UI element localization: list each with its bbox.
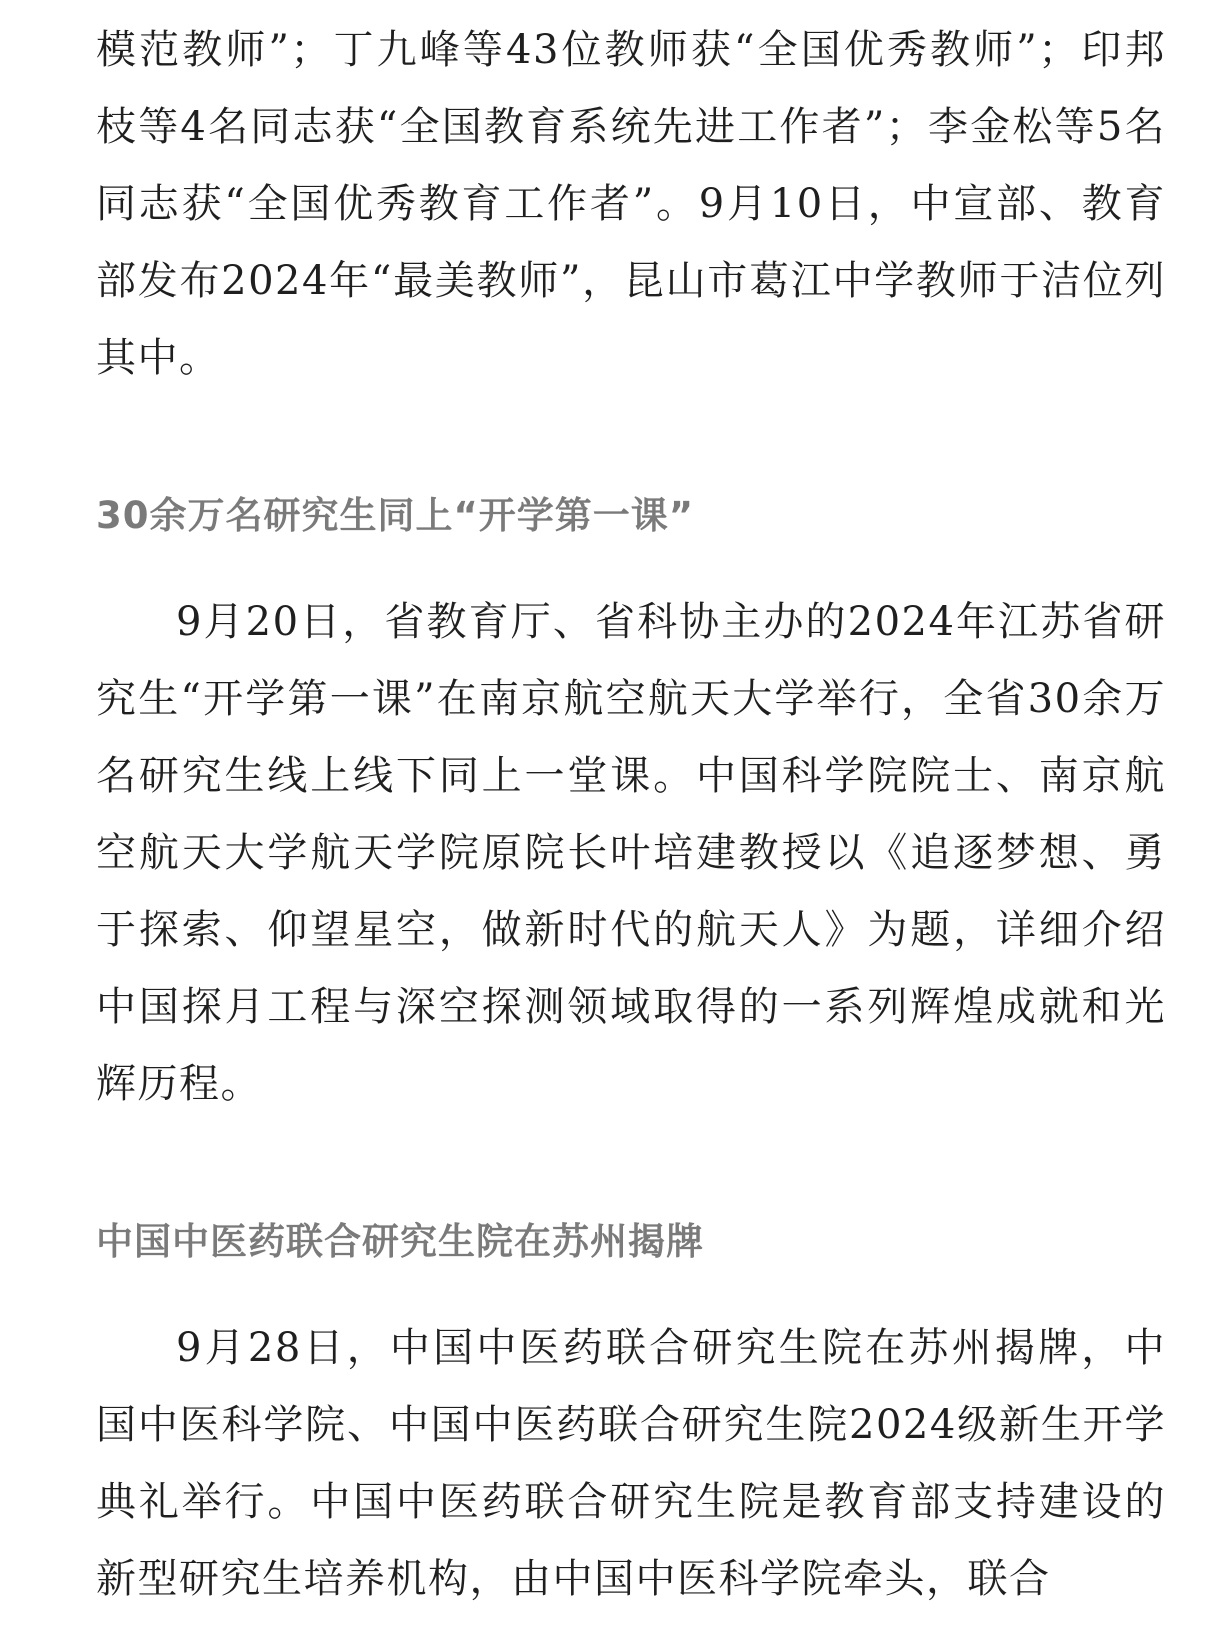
spacer	[96, 1123, 1166, 1203]
spacer	[96, 554, 1166, 584]
spacer	[96, 1280, 1166, 1310]
paragraph-teacher-awards: 模范教师”；丁九峰等43位教师获“全国优秀教师”；印邦枝等4名同志获“全国教育系统先进工作者”；李金松等5名同志获“全国优秀教育工作者”。9月10日，中宣部、教育部发布2024年“最美教师”，昆山市葛江中学教师于洁位列其中。	[96, 27, 1166, 381]
spacer	[96, 397, 1166, 477]
document-page	[96, 12, 1166, 1618]
paragraph-first-lesson: 9月20日，省教育厅、省科协主办的2024年江苏省研究生“开学第一课”在南京航空航天大学举行，全省30余万名研究生线上线下同上一堂课。中国科学院院士、南京航空航天大学航天学院原院长叶培建教授以《追逐梦想、勇于探索、仰望星空，做新时代的航天人》为题，详细介绍中国探月工程与深空探测领域取得的一系列辉煌成就和光辉历程。	[96, 599, 1166, 1107]
section-heading-first-lesson: 30余万名研究生同上“开学第一课”	[96, 494, 695, 537]
paragraph-tcm-graduate-school: 9月28日，中国中医药联合研究生院在苏州揭牌，中国中医科学院、中国中医药联合研究生院2024级新生开学典礼举行。中国中医药联合研究生院是教育部支持建设的新型研究生培养机构，由中国中医科学院牵头，联合	[96, 1325, 1166, 1602]
section-heading-tcm-graduate-school: 中国中医药联合研究生院在苏州揭牌	[96, 1220, 704, 1263]
